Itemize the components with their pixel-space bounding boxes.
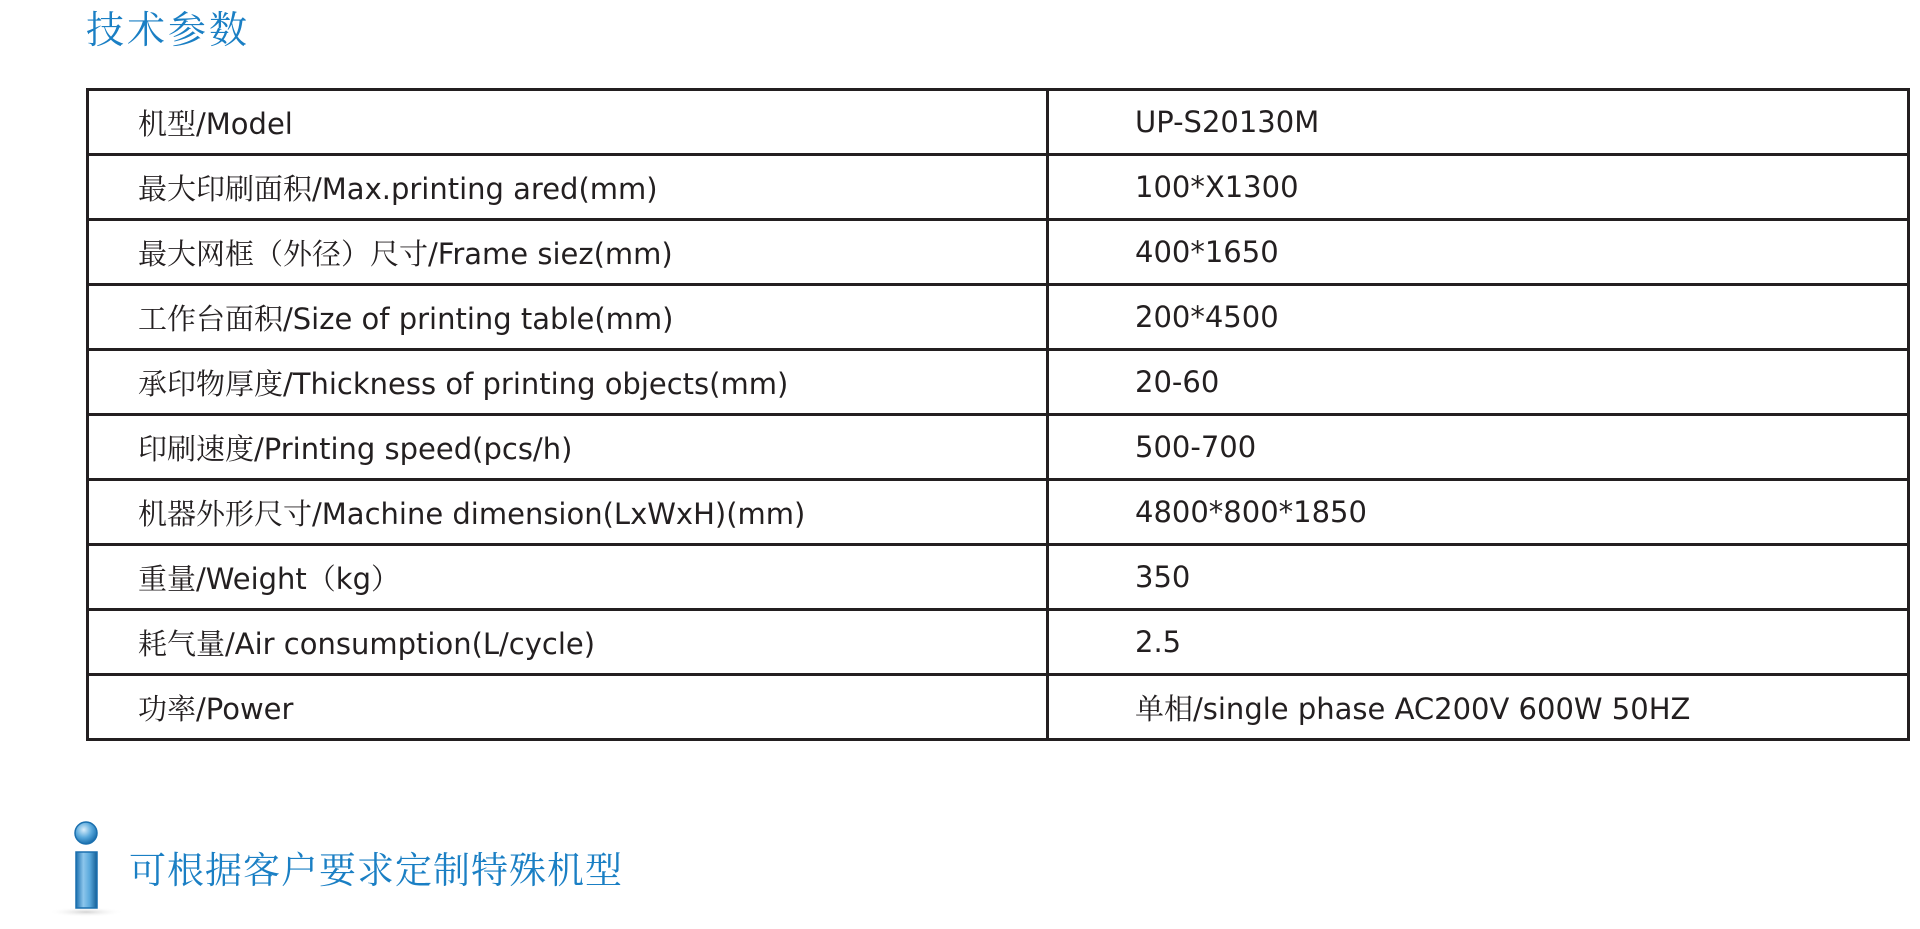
spec-label: 承印物厚度/Thickness of printing objects(mm) bbox=[88, 350, 1048, 415]
spec-value: 500-700 bbox=[1048, 415, 1909, 480]
table-row bbox=[88, 220, 1909, 285]
table-row bbox=[88, 350, 1909, 415]
spec-value: UP-S20130M bbox=[1048, 90, 1909, 155]
spec-label: 机器外形尺寸/Machine dimension(LxWxH)(mm) bbox=[88, 480, 1048, 545]
table-row bbox=[88, 155, 1909, 220]
spec-label: 耗气量/Air consumption(L/cycle) bbox=[88, 610, 1048, 675]
spec-value: 100*X1300 bbox=[1048, 155, 1909, 220]
section-title: 技术参数 bbox=[86, 8, 251, 52]
table-row bbox=[88, 675, 1909, 740]
table-row bbox=[88, 415, 1909, 480]
note-text: 可根据客户要求定制特殊机型 bbox=[129, 849, 623, 892]
spec-value: 350 bbox=[1048, 545, 1909, 610]
spec-label: 最大网框（外径）尺寸/Frame siez(mm) bbox=[88, 220, 1048, 285]
spec-label: 工作台面积/Size of printing table(mm) bbox=[88, 285, 1048, 350]
table-row bbox=[88, 285, 1909, 350]
table-row bbox=[88, 480, 1909, 545]
spec-label: 功率/Power bbox=[88, 675, 1048, 740]
custom-model-note bbox=[40, 818, 740, 918]
spec-value: 400*1650 bbox=[1048, 220, 1909, 285]
spec-value: 200*4500 bbox=[1048, 285, 1909, 350]
table-row bbox=[88, 610, 1909, 675]
spec-label: 最大印刷面积/Max.printing ared(mm) bbox=[88, 155, 1048, 220]
spec-value: 4800*800*1850 bbox=[1048, 480, 1909, 545]
spec-label: 机型/Model bbox=[88, 90, 1048, 155]
spec-value: 单相/single phase AC200V 600W 50HZ bbox=[1048, 675, 1909, 740]
spec-value: 2.5 bbox=[1048, 610, 1909, 675]
info-icon bbox=[40, 818, 140, 918]
table-row bbox=[88, 545, 1909, 610]
table-row bbox=[88, 90, 1909, 155]
spec-table bbox=[86, 88, 1910, 741]
spec-label: 印刷速度/Printing speed(pcs/h) bbox=[88, 415, 1048, 480]
spec-value: 20-60 bbox=[1048, 350, 1909, 415]
spec-label: 重量/Weight（kg） bbox=[88, 545, 1048, 610]
